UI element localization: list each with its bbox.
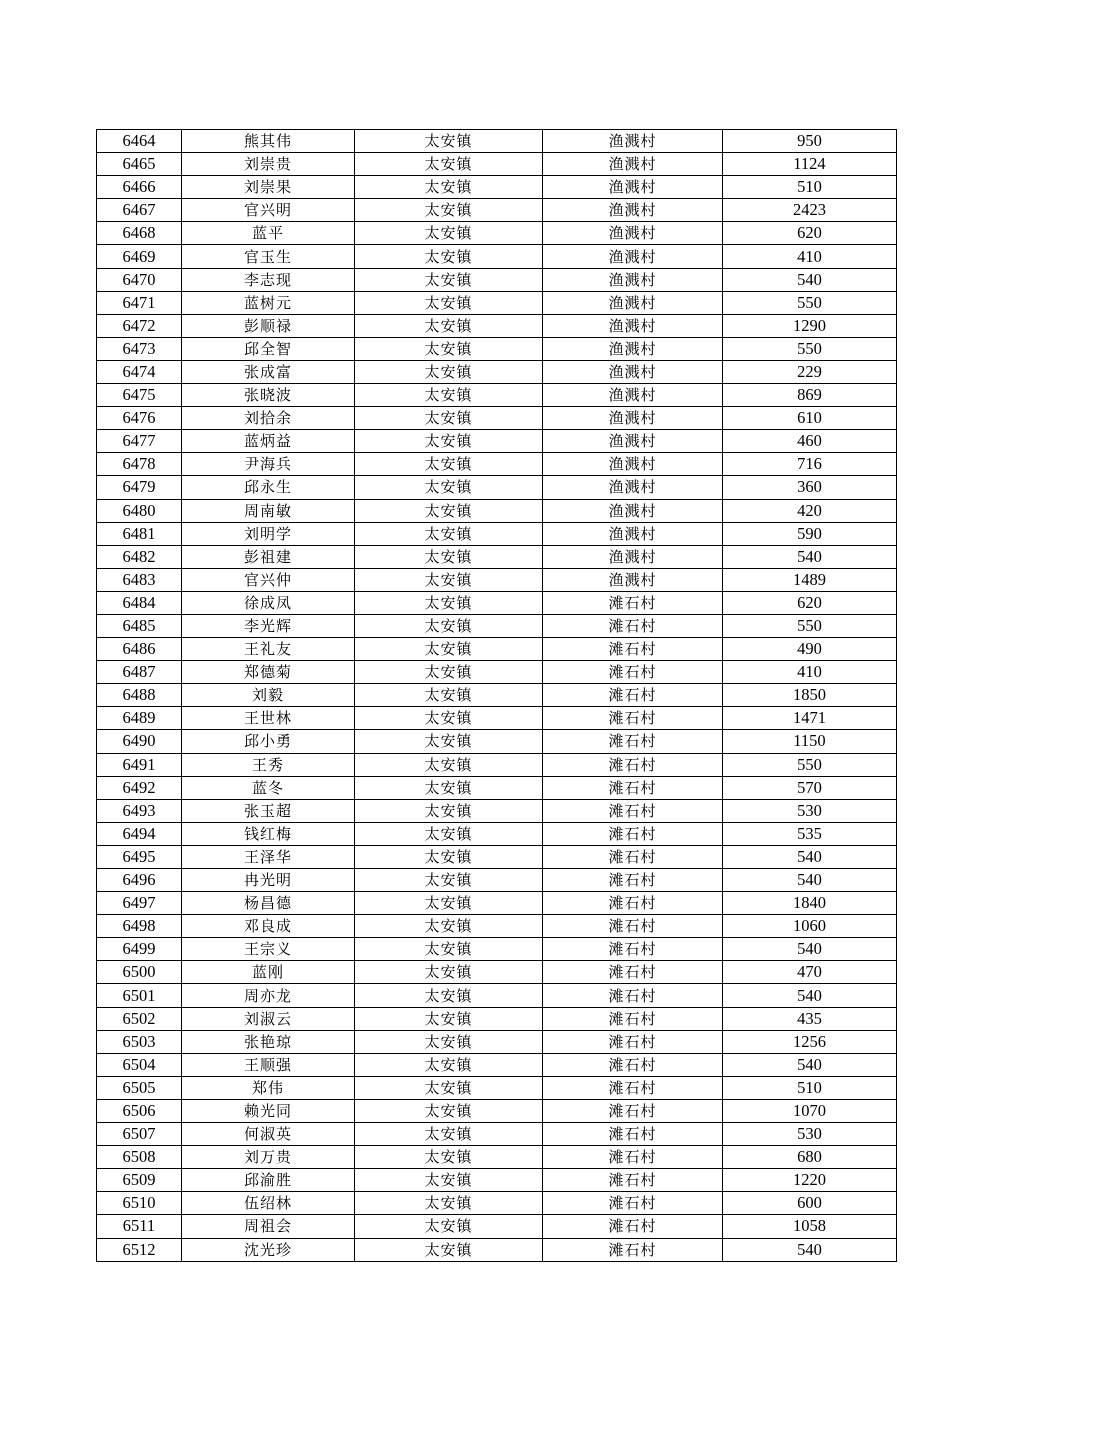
amount-cell: 470 [723,961,897,984]
amount-cell: 540 [723,1053,897,1076]
name-cell: 尹海兵 [182,453,355,476]
village-cell: 滩石村 [543,961,723,984]
town-cell: 太安镇 [355,430,543,453]
serial-number-cell: 6498 [97,915,182,938]
town-cell: 太安镇 [355,522,543,545]
village-cell: 滩石村 [543,730,723,753]
village-cell: 渔溅村 [543,430,723,453]
table-body [97,130,897,1262]
name-cell: 邓良成 [182,915,355,938]
name-cell: 王世林 [182,707,355,730]
table-row [97,591,897,614]
village-cell: 渔溅村 [543,384,723,407]
amount-cell: 680 [723,1146,897,1169]
village-cell: 滩石村 [543,938,723,961]
table-row [97,845,897,868]
amount-cell: 360 [723,476,897,499]
amount-cell: 435 [723,1007,897,1030]
serial-number-cell: 6483 [97,568,182,591]
table-row [97,545,897,568]
serial-number-cell: 6476 [97,407,182,430]
town-cell: 太安镇 [355,1215,543,1238]
table-row [97,661,897,684]
name-cell: 何淑英 [182,1123,355,1146]
serial-number-cell: 6500 [97,961,182,984]
name-cell: 刘明学 [182,522,355,545]
town-cell: 太安镇 [355,384,543,407]
name-cell: 蓝炳益 [182,430,355,453]
town-cell: 太安镇 [355,915,543,938]
name-cell: 徐成凤 [182,591,355,614]
name-cell: 赖光同 [182,1099,355,1122]
amount-cell: 530 [723,1123,897,1146]
village-cell: 滩石村 [543,614,723,637]
table-row [97,407,897,430]
village-cell: 渔溅村 [543,153,723,176]
town-cell: 太安镇 [355,799,543,822]
name-cell: 邱全智 [182,337,355,360]
name-cell: 张成富 [182,360,355,383]
amount-cell: 530 [723,799,897,822]
village-cell: 滩石村 [543,799,723,822]
serial-number-cell: 6464 [97,130,182,153]
name-cell: 周亦龙 [182,984,355,1007]
town-cell: 太安镇 [355,360,543,383]
amount-cell: 550 [723,614,897,637]
village-cell: 滩石村 [543,1192,723,1215]
amount-cell: 540 [723,938,897,961]
serial-number-cell: 6479 [97,476,182,499]
serial-number-cell: 6503 [97,1030,182,1053]
name-cell: 官兴明 [182,199,355,222]
town-cell: 太安镇 [355,499,543,522]
amount-cell: 410 [723,661,897,684]
table-row [97,1123,897,1146]
table-row [97,1053,897,1076]
village-cell: 滩石村 [543,1076,723,1099]
table-row [97,869,897,892]
town-cell: 太安镇 [355,337,543,360]
village-cell: 滩石村 [543,684,723,707]
town-cell: 太安镇 [355,268,543,291]
village-cell: 滩石村 [543,915,723,938]
table-row [97,730,897,753]
town-cell: 太安镇 [355,822,543,845]
town-cell: 太安镇 [355,291,543,314]
serial-number-cell: 6485 [97,614,182,637]
village-cell: 渔溅村 [543,522,723,545]
table-row [97,360,897,383]
amount-cell: 1471 [723,707,897,730]
name-cell: 郑德菊 [182,661,355,684]
village-cell: 滩石村 [543,1099,723,1122]
town-cell: 太安镇 [355,407,543,430]
amount-cell: 950 [723,130,897,153]
name-cell: 刘万贵 [182,1146,355,1169]
serial-number-cell: 6472 [97,314,182,337]
village-cell: 渔溅村 [543,568,723,591]
table-row [97,892,897,915]
amount-cell: 610 [723,407,897,430]
village-cell: 渔溅村 [543,360,723,383]
serial-number-cell: 6495 [97,845,182,868]
table-row [97,337,897,360]
serial-number-cell: 6478 [97,453,182,476]
village-cell: 滩石村 [543,1238,723,1261]
table-row [97,753,897,776]
amount-cell: 1489 [723,568,897,591]
village-cell: 渔溅村 [543,245,723,268]
serial-number-cell: 6469 [97,245,182,268]
village-cell: 滩石村 [543,591,723,614]
serial-number-cell: 6490 [97,730,182,753]
amount-cell: 620 [723,591,897,614]
village-cell: 渔溅村 [543,268,723,291]
serial-number-cell: 6508 [97,1146,182,1169]
amount-cell: 510 [723,1076,897,1099]
village-cell: 滩石村 [543,707,723,730]
amount-cell: 1850 [723,684,897,707]
name-cell: 张玉超 [182,799,355,822]
village-cell: 滩石村 [543,1169,723,1192]
town-cell: 太安镇 [355,730,543,753]
table-row [97,291,897,314]
name-cell: 刘淑云 [182,1007,355,1030]
town-cell: 太安镇 [355,1030,543,1053]
amount-cell: 540 [723,545,897,568]
town-cell: 太安镇 [355,245,543,268]
table-row [97,384,897,407]
name-cell: 沈光珍 [182,1238,355,1261]
amount-cell: 600 [723,1192,897,1215]
table-row [97,522,897,545]
name-cell: 蓝刚 [182,961,355,984]
serial-number-cell: 6470 [97,268,182,291]
village-cell: 滩石村 [543,984,723,1007]
name-cell: 蓝平 [182,222,355,245]
amount-cell: 535 [723,822,897,845]
town-cell: 太安镇 [355,476,543,499]
serial-number-cell: 6497 [97,892,182,915]
village-cell: 渔溅村 [543,499,723,522]
serial-number-cell: 6471 [97,291,182,314]
town-cell: 太安镇 [355,869,543,892]
village-cell: 滩石村 [543,1215,723,1238]
name-cell: 王礼友 [182,638,355,661]
name-cell: 邱渝胜 [182,1169,355,1192]
name-cell: 蓝冬 [182,776,355,799]
village-cell: 滩石村 [543,661,723,684]
amount-cell: 510 [723,176,897,199]
village-cell: 滩石村 [543,892,723,915]
serial-number-cell: 6488 [97,684,182,707]
town-cell: 太安镇 [355,314,543,337]
serial-number-cell: 6465 [97,153,182,176]
serial-number-cell: 6510 [97,1192,182,1215]
name-cell: 杨昌德 [182,892,355,915]
table-row [97,915,897,938]
amount-cell: 550 [723,337,897,360]
village-cell: 滩石村 [543,1007,723,1030]
village-cell: 渔溅村 [543,453,723,476]
name-cell: 刘崇贵 [182,153,355,176]
serial-number-cell: 6482 [97,545,182,568]
town-cell: 太安镇 [355,1007,543,1030]
amount-cell: 229 [723,360,897,383]
table-row [97,938,897,961]
town-cell: 太安镇 [355,1146,543,1169]
name-cell: 张晓波 [182,384,355,407]
serial-number-cell: 6477 [97,430,182,453]
amount-cell: 620 [723,222,897,245]
serial-number-cell: 6502 [97,1007,182,1030]
table-row [97,176,897,199]
amount-cell: 540 [723,268,897,291]
name-cell: 李光辉 [182,614,355,637]
town-cell: 太安镇 [355,938,543,961]
town-cell: 太安镇 [355,984,543,1007]
table-row [97,984,897,1007]
name-cell: 官玉生 [182,245,355,268]
amount-cell: 869 [723,384,897,407]
amount-cell: 490 [723,638,897,661]
table-row [97,614,897,637]
town-cell: 太安镇 [355,1238,543,1261]
table-row [97,638,897,661]
table-row [97,799,897,822]
serial-number-cell: 6505 [97,1076,182,1099]
serial-number-cell: 6504 [97,1053,182,1076]
serial-number-cell: 6494 [97,822,182,845]
amount-cell: 590 [723,522,897,545]
amount-cell: 410 [723,245,897,268]
amount-cell: 1840 [723,892,897,915]
name-cell: 邱永生 [182,476,355,499]
town-cell: 太安镇 [355,961,543,984]
village-cell: 渔溅村 [543,545,723,568]
name-cell: 彭顺禄 [182,314,355,337]
table-row [97,1146,897,1169]
village-cell: 渔溅村 [543,314,723,337]
table-row [97,1099,897,1122]
town-cell: 太安镇 [355,1076,543,1099]
serial-number-cell: 6481 [97,522,182,545]
serial-number-cell: 6491 [97,753,182,776]
village-cell: 渔溅村 [543,222,723,245]
amount-cell: 570 [723,776,897,799]
name-cell: 邱小勇 [182,730,355,753]
serial-number-cell: 6466 [97,176,182,199]
table-row [97,776,897,799]
town-cell: 太安镇 [355,176,543,199]
serial-number-cell: 6468 [97,222,182,245]
amount-cell: 1060 [723,915,897,938]
serial-number-cell: 6480 [97,499,182,522]
serial-number-cell: 6486 [97,638,182,661]
table-row [97,1192,897,1215]
serial-number-cell: 6489 [97,707,182,730]
town-cell: 太安镇 [355,130,543,153]
table-row [97,153,897,176]
serial-number-cell: 6475 [97,384,182,407]
table-row [97,1007,897,1030]
table-row [97,684,897,707]
table-row [97,1076,897,1099]
village-cell: 滩石村 [543,1053,723,1076]
amount-cell: 540 [723,845,897,868]
serial-number-cell: 6509 [97,1169,182,1192]
town-cell: 太安镇 [355,638,543,661]
amount-cell: 1150 [723,730,897,753]
table-row [97,1238,897,1261]
amount-cell: 1070 [723,1099,897,1122]
amount-cell: 1058 [723,1215,897,1238]
town-cell: 太安镇 [355,545,543,568]
amount-cell: 420 [723,499,897,522]
town-cell: 太安镇 [355,1192,543,1215]
village-cell: 渔溅村 [543,199,723,222]
name-cell: 彭祖建 [182,545,355,568]
name-cell: 王顺强 [182,1053,355,1076]
serial-number-cell: 6493 [97,799,182,822]
town-cell: 太安镇 [355,753,543,776]
village-cell: 滩石村 [543,822,723,845]
village-cell: 渔溅村 [543,407,723,430]
table-row [97,961,897,984]
table-row [97,453,897,476]
name-cell: 钱红梅 [182,822,355,845]
name-cell: 刘崇果 [182,176,355,199]
name-cell: 熊其伟 [182,130,355,153]
town-cell: 太安镇 [355,684,543,707]
subsidy-list-table [96,129,896,1262]
town-cell: 太安镇 [355,222,543,245]
town-cell: 太安镇 [355,453,543,476]
serial-number-cell: 6474 [97,360,182,383]
table-row [97,130,897,153]
serial-number-cell: 6467 [97,199,182,222]
town-cell: 太安镇 [355,199,543,222]
amount-cell: 1256 [723,1030,897,1053]
name-cell: 周南敏 [182,499,355,522]
serial-number-cell: 6511 [97,1215,182,1238]
town-cell: 太安镇 [355,845,543,868]
name-cell: 王宗义 [182,938,355,961]
town-cell: 太安镇 [355,1169,543,1192]
table-row [97,222,897,245]
name-cell: 李志现 [182,268,355,291]
amount-cell: 1290 [723,314,897,337]
serial-number-cell: 6473 [97,337,182,360]
town-cell: 太安镇 [355,614,543,637]
table-row [97,568,897,591]
village-cell: 滩石村 [543,869,723,892]
name-cell: 王秀 [182,753,355,776]
table-row [97,199,897,222]
table-row [97,430,897,453]
village-cell: 滩石村 [543,1030,723,1053]
village-cell: 渔溅村 [543,476,723,499]
amount-cell: 1220 [723,1169,897,1192]
village-cell: 渔溅村 [543,291,723,314]
amount-cell: 460 [723,430,897,453]
table-row [97,1030,897,1053]
village-cell: 滩石村 [543,1123,723,1146]
name-cell: 张艳琼 [182,1030,355,1053]
serial-number-cell: 6499 [97,938,182,961]
table-row [97,822,897,845]
town-cell: 太安镇 [355,1099,543,1122]
village-cell: 渔溅村 [543,337,723,360]
town-cell: 太安镇 [355,892,543,915]
table-row [97,707,897,730]
village-cell: 滩石村 [543,845,723,868]
serial-number-cell: 6506 [97,1099,182,1122]
town-cell: 太安镇 [355,591,543,614]
village-cell: 滩石村 [543,776,723,799]
town-cell: 太安镇 [355,776,543,799]
data-table [96,129,897,1262]
serial-number-cell: 6484 [97,591,182,614]
village-cell: 滩石村 [543,753,723,776]
town-cell: 太安镇 [355,568,543,591]
serial-number-cell: 6487 [97,661,182,684]
name-cell: 伍绍林 [182,1192,355,1215]
amount-cell: 716 [723,453,897,476]
name-cell: 刘拾余 [182,407,355,430]
amount-cell: 540 [723,869,897,892]
name-cell: 冉光明 [182,869,355,892]
town-cell: 太安镇 [355,707,543,730]
table-row [97,476,897,499]
name-cell: 刘毅 [182,684,355,707]
table-row [97,499,897,522]
village-cell: 渔溅村 [543,130,723,153]
serial-number-cell: 6501 [97,984,182,1007]
amount-cell: 540 [723,1238,897,1261]
amount-cell: 1124 [723,153,897,176]
name-cell: 周祖会 [182,1215,355,1238]
amount-cell: 550 [723,753,897,776]
name-cell: 蓝树元 [182,291,355,314]
village-cell: 渔溅村 [543,176,723,199]
serial-number-cell: 6512 [97,1238,182,1261]
serial-number-cell: 6492 [97,776,182,799]
table-row [97,314,897,337]
serial-number-cell: 6496 [97,869,182,892]
town-cell: 太安镇 [355,661,543,684]
table-row [97,1215,897,1238]
name-cell: 官兴仲 [182,568,355,591]
village-cell: 滩石村 [543,638,723,661]
town-cell: 太安镇 [355,1123,543,1146]
town-cell: 太安镇 [355,153,543,176]
village-cell: 滩石村 [543,1146,723,1169]
amount-cell: 2423 [723,199,897,222]
table-row [97,245,897,268]
amount-cell: 540 [723,984,897,1007]
amount-cell: 550 [723,291,897,314]
name-cell: 王泽华 [182,845,355,868]
table-row [97,268,897,291]
serial-number-cell: 6507 [97,1123,182,1146]
table-row [97,1169,897,1192]
town-cell: 太安镇 [355,1053,543,1076]
name-cell: 郑伟 [182,1076,355,1099]
